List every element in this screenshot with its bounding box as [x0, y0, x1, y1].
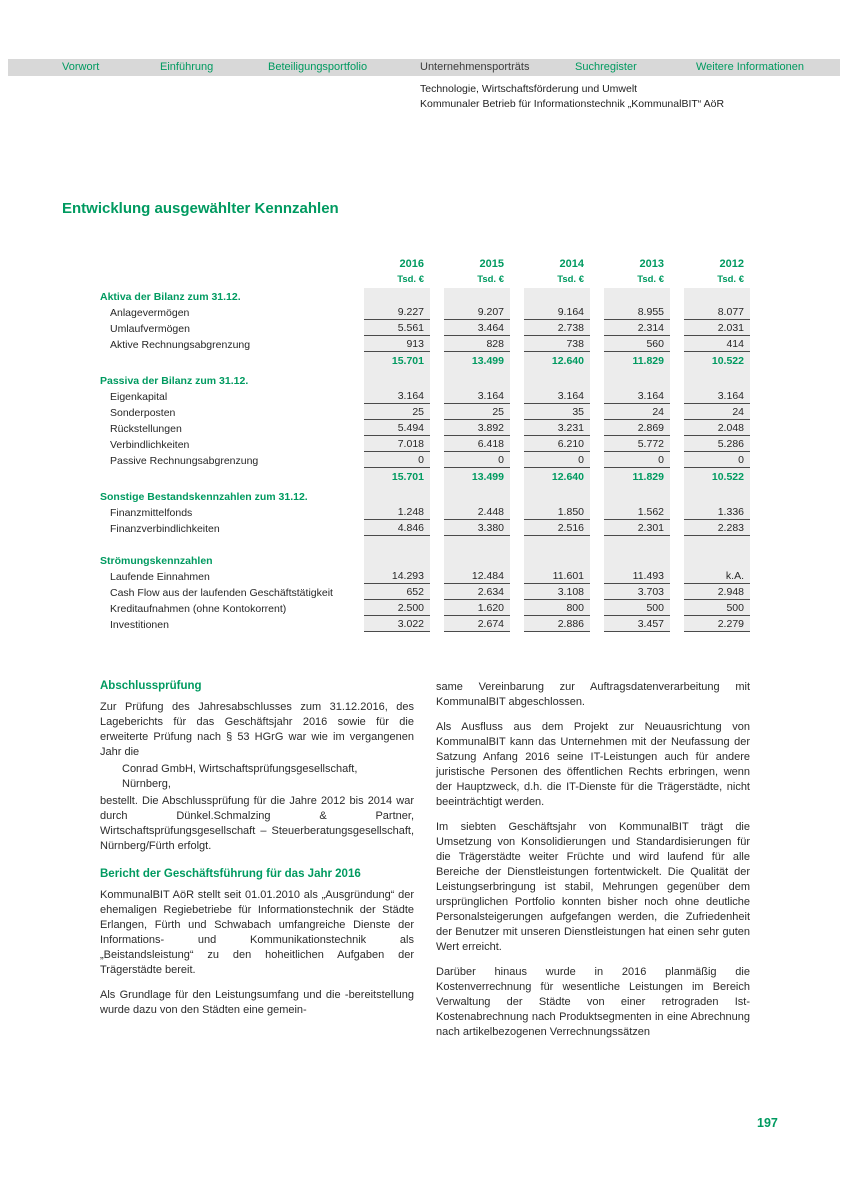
value-cell: 3.464 — [444, 320, 510, 336]
empty-cell — [684, 552, 750, 568]
value-cell: 9.227 — [364, 304, 430, 320]
value-cell: 2.500 — [364, 600, 430, 616]
nav-item-unternehmensportraets[interactable]: Unternehmensporträts — [420, 61, 530, 73]
table-row — [100, 536, 750, 552]
table-row — [100, 552, 750, 568]
value-cell: 3.457 — [604, 616, 670, 632]
spacer-cell — [444, 536, 510, 552]
empty-cell — [684, 288, 750, 304]
table-row — [100, 352, 750, 368]
value-cell: 738 — [524, 336, 590, 352]
empty-cell — [364, 488, 430, 504]
empty-cell — [604, 372, 670, 388]
table-row — [100, 256, 750, 272]
total-cell: 13.499 — [444, 468, 510, 484]
value-cell: 414 — [684, 336, 750, 352]
empty-cell — [524, 372, 590, 388]
value-cell: 2.948 — [684, 584, 750, 600]
value-cell: 2.283 — [684, 520, 750, 536]
value-cell: 2.738 — [524, 320, 590, 336]
value-cell: 6.418 — [444, 436, 510, 452]
nav-item-suchregister[interactable]: Suchregister — [575, 61, 637, 73]
row-label: Rückstellungen — [110, 423, 182, 435]
nav-item-einfuehrung[interactable]: Einführung — [160, 61, 214, 73]
empty-cell — [444, 488, 510, 504]
empty-cell — [364, 552, 430, 568]
value-cell: 0 — [364, 452, 430, 468]
value-cell: 3.703 — [604, 584, 670, 600]
table-row — [100, 320, 750, 336]
empty-cell — [524, 288, 590, 304]
empty-cell — [364, 288, 430, 304]
unit-header: Tsd. € — [717, 274, 744, 285]
empty-cell — [100, 352, 350, 368]
paragraph: Conrad GmbH, Wirtschaftsprüfungsgesellschaft, — [122, 763, 358, 775]
empty-cell — [100, 468, 350, 484]
value-cell: 0 — [604, 452, 670, 468]
value-cell: 3.164 — [444, 388, 510, 404]
total-cell: 10.522 — [684, 352, 750, 368]
row-label: Sonderposten — [110, 407, 176, 419]
year-column-header: 2016 — [399, 258, 424, 270]
unit-header: Tsd. € — [397, 274, 424, 285]
value-cell: 5.561 — [364, 320, 430, 336]
breadcrumb-line-2: Kommunaler Betrieb für Informationstechnik „KommunalBIT“ AöR — [420, 98, 725, 110]
value-cell: 1.562 — [604, 504, 670, 520]
value-cell: 2.279 — [684, 616, 750, 632]
year-column-header: 2013 — [639, 258, 664, 270]
value-cell: 2.048 — [684, 420, 750, 436]
nav-item-weitere-informationen[interactable]: Weitere Informationen — [696, 61, 805, 73]
empty-cell — [604, 288, 670, 304]
table-row — [100, 504, 750, 520]
value-cell: 800 — [524, 600, 590, 616]
value-cell: 5.286 — [684, 436, 750, 452]
value-cell: 3.164 — [364, 388, 430, 404]
empty-cell — [444, 372, 510, 388]
paragraph: KommunalBIT AöR stellt seit 01.01.2010 als „Ausgründung“ der ehemaligen Regiebetriebe für Informationstechnik der Städte Erlangen, Fürth und Schwabach umfangreiche Dienste der Informations- und Kommunikationstechnik als „Beistandsleistung“ zu den hoheitlichen Aufgaben der Trägerstädte bereit. — [100, 889, 414, 976]
value-cell: k.A. — [684, 568, 750, 584]
value-cell: 500 — [604, 600, 670, 616]
value-cell: 3.164 — [684, 388, 750, 404]
empty-cell — [444, 552, 510, 568]
empty-cell — [524, 488, 590, 504]
paragraph: Nürnberg, — [122, 778, 171, 790]
value-cell: 828 — [444, 336, 510, 352]
row-label: Aktive Rechnungsabgrenzung — [110, 339, 251, 351]
total-cell: 12.640 — [524, 352, 590, 368]
table-row — [100, 272, 750, 288]
year-column-header: 2014 — [559, 258, 584, 270]
table-row — [100, 584, 750, 600]
row-label: Passive Rechnungsabgrenzung — [110, 455, 259, 467]
value-cell: 3.231 — [524, 420, 590, 436]
value-cell: 913 — [364, 336, 430, 352]
top-navigation — [8, 59, 840, 76]
unit-header: Tsd. € — [637, 274, 664, 285]
value-cell: 560 — [604, 336, 670, 352]
table-row — [100, 616, 750, 632]
section-header-label: Sonstige Bestandskennzahlen zum 31.12. — [100, 491, 308, 503]
value-cell: 0 — [684, 452, 750, 468]
value-cell: 1.248 — [364, 504, 430, 520]
total-cell: 15.701 — [364, 352, 430, 368]
empty-cell — [604, 488, 670, 504]
row-label: Eigenkapital — [110, 391, 168, 403]
empty-cell — [604, 552, 670, 568]
spacer-cell — [524, 536, 590, 552]
value-cell: 12.484 — [444, 568, 510, 584]
empty-cell — [444, 288, 510, 304]
spacer-cell — [604, 536, 670, 552]
unit-header: Tsd. € — [477, 274, 504, 285]
table-row — [100, 388, 750, 404]
article-column-left — [100, 680, 414, 1050]
empty-cell — [684, 488, 750, 504]
row-label: Finanzmittelfonds — [110, 507, 193, 519]
table-corner — [100, 256, 350, 272]
empty-cell — [524, 552, 590, 568]
year-column-header: 2012 — [719, 258, 744, 270]
value-cell: 3.892 — [444, 420, 510, 436]
total-cell: 11.829 — [604, 468, 670, 484]
kennzahlen-table — [100, 256, 750, 632]
article-heading: Abschlussprüfung — [100, 680, 202, 692]
value-cell: 3.108 — [524, 584, 590, 600]
value-cell: 5.494 — [364, 420, 430, 436]
value-cell: 1.850 — [524, 504, 590, 520]
value-cell: 35 — [524, 404, 590, 420]
year-column-header: 2015 — [479, 258, 504, 270]
value-cell: 24 — [684, 404, 750, 420]
value-cell: 9.164 — [524, 304, 590, 320]
page-title: Entwicklung ausgewählter Kennzahlen — [62, 200, 339, 217]
spacer-cell — [100, 536, 350, 552]
row-label: Finanzverbindlichkeiten — [110, 523, 220, 535]
empty-cell — [364, 372, 430, 388]
row-label: Cash Flow aus der laufenden Geschäftstätigkeit — [110, 587, 333, 599]
table-row — [100, 372, 750, 388]
table-row — [100, 488, 750, 504]
page-number: 197 — [757, 1116, 778, 1130]
value-cell: 3.164 — [524, 388, 590, 404]
value-cell: 25 — [364, 404, 430, 420]
spacer-cell — [364, 536, 430, 552]
section-breadcrumb — [420, 82, 780, 112]
paragraph: Als Grundlage für den Leistungsumfang und die -bereitstellung wurde dazu von den Städten eine gemein- — [100, 989, 414, 1016]
value-cell: 652 — [364, 584, 430, 600]
value-cell: 3.380 — [444, 520, 510, 536]
article-column-right — [436, 680, 750, 1050]
value-cell: 2.301 — [604, 520, 670, 536]
table-row — [100, 304, 750, 320]
section-header-label: Passiva der Bilanz zum 31.12. — [100, 375, 249, 387]
value-cell: 2.886 — [524, 616, 590, 632]
row-label: Laufende Einnahmen — [110, 571, 210, 583]
unit-header: Tsd. € — [557, 274, 584, 285]
row-label: Kreditaufnahmen (ohne Kontokorrent) — [110, 603, 287, 615]
table-row — [100, 452, 750, 468]
value-cell: 2.031 — [684, 320, 750, 336]
value-cell: 14.293 — [364, 568, 430, 584]
section-header-label: Aktiva der Bilanz zum 31.12. — [100, 291, 241, 303]
table-row — [100, 600, 750, 616]
nav-item-beteiligungsportfolio[interactable]: Beteiligungsportfolio — [268, 61, 368, 73]
paragraph: Zur Prüfung des Jahresabschlusses zum 31.12.2016, des Lageberichts für das Geschäftsjahr 2016 sowie für die erweiterte Prüfung nach § 53 HGrG war wie im vergangenen Jahr die — [100, 701, 414, 758]
value-cell: 2.516 — [524, 520, 590, 536]
table-row — [100, 420, 750, 436]
value-cell: 3.022 — [364, 616, 430, 632]
total-cell: 15.701 — [364, 468, 430, 484]
table-row — [100, 436, 750, 452]
paragraph: Darüber hinaus wurde in 2016 planmäßig die Kostenverrechnung für wesentliche Leistungen im Bereich Verwaltung der Städte von einer retrograden Ist-Kostenabrechnung nach Produktsegmenten in eine Abrechnung nach artikelbezogenen Verrechnungssätzen — [436, 966, 750, 1038]
value-cell: 8.955 — [604, 304, 670, 320]
table-row — [100, 336, 750, 352]
value-cell: 25 — [444, 404, 510, 420]
row-label: Anlagevermögen — [110, 307, 190, 319]
row-label: Investitionen — [110, 619, 169, 631]
value-cell: 1.620 — [444, 600, 510, 616]
article-body — [100, 680, 750, 1050]
row-label: Umlaufvermögen — [110, 323, 190, 335]
value-cell: 24 — [604, 404, 670, 420]
total-cell: 13.499 — [444, 352, 510, 368]
value-cell: 2.634 — [444, 584, 510, 600]
nav-item-vorwort[interactable]: Vorwort — [62, 61, 100, 73]
table-row — [100, 520, 750, 536]
total-cell: 12.640 — [524, 468, 590, 484]
paragraph: same Vereinbarung zur Auftragsdatenverarbeitung mit KommunalBIT abgeschlossen. — [436, 681, 750, 708]
paragraph: Im siebten Geschäftsjahr von KommunalBIT trägt die Umsetzung von Konsolidierungen und Standardisierungen für die Trägerstädte weiter Früchte und wird laufend für alle Bereiche der Dienstleistungen fortentwickelt. Die Qualität der Leistungserbringung ist stabil, Mehrungen gegenüber dem ursprünglichen Portfolio konnten bisher noch ohne deutliche Personalsteigerungen aufgefangen werden, die Zufriedenheit der Benutzer mit unseren Dienstleistungen hat einen sehr guten Wert erreicht. — [436, 821, 750, 953]
value-cell: 7.018 — [364, 436, 430, 452]
paragraph: bestellt. Die Abschlussprüfung für die Jahre 2012 bis 2014 war durch Dünkel.Schmalzing & Partner, Wirtschaftsprüfungsgesellschaft – Steuerberatungsgesellschaft, Nürnberg/Fürth erfolgt. — [100, 795, 414, 852]
value-cell: 5.772 — [604, 436, 670, 452]
table-row — [100, 568, 750, 584]
value-cell: 11.493 — [604, 568, 670, 584]
value-cell: 4.846 — [364, 520, 430, 536]
value-cell: 0 — [444, 452, 510, 468]
value-cell: 1.336 — [684, 504, 750, 520]
table-corner — [100, 272, 350, 288]
table-row — [100, 288, 750, 304]
value-cell: 9.207 — [444, 304, 510, 320]
section-header-label: Strömungskennzahlen — [100, 555, 213, 567]
value-cell: 2.314 — [604, 320, 670, 336]
value-cell: 0 — [524, 452, 590, 468]
value-cell: 11.601 — [524, 568, 590, 584]
row-label: Verbindlichkeiten — [110, 439, 190, 451]
paragraph: Als Ausfluss aus dem Projekt zur Neuausrichtung von KommunalBIT kann das Unternehmen mit der Neufassung der Satzung Anfang 2016 seine IT-Leistungen auch für andere juristische Personen des öffentlichen Rechts erbringen, wenn der Hauptzweck, d.h. die IT-Dienste für die Trägerstädte, nicht beeinträchtigt werden. — [436, 721, 750, 808]
total-cell: 11.829 — [604, 352, 670, 368]
empty-cell — [684, 372, 750, 388]
article-heading: Bericht der Geschäftsführung für das Jahr 2016 — [100, 868, 361, 880]
value-cell: 2.869 — [604, 420, 670, 436]
table-row — [100, 468, 750, 484]
total-cell: 10.522 — [684, 468, 750, 484]
breadcrumb-line-1: Technologie, Wirtschaftsförderung und Umwelt — [420, 83, 638, 95]
value-cell: 500 — [684, 600, 750, 616]
spacer-cell — [684, 536, 750, 552]
value-cell: 2.674 — [444, 616, 510, 632]
value-cell: 8.077 — [684, 304, 750, 320]
value-cell: 6.210 — [524, 436, 590, 452]
table-row — [100, 404, 750, 420]
value-cell: 3.164 — [604, 388, 670, 404]
value-cell: 2.448 — [444, 504, 510, 520]
